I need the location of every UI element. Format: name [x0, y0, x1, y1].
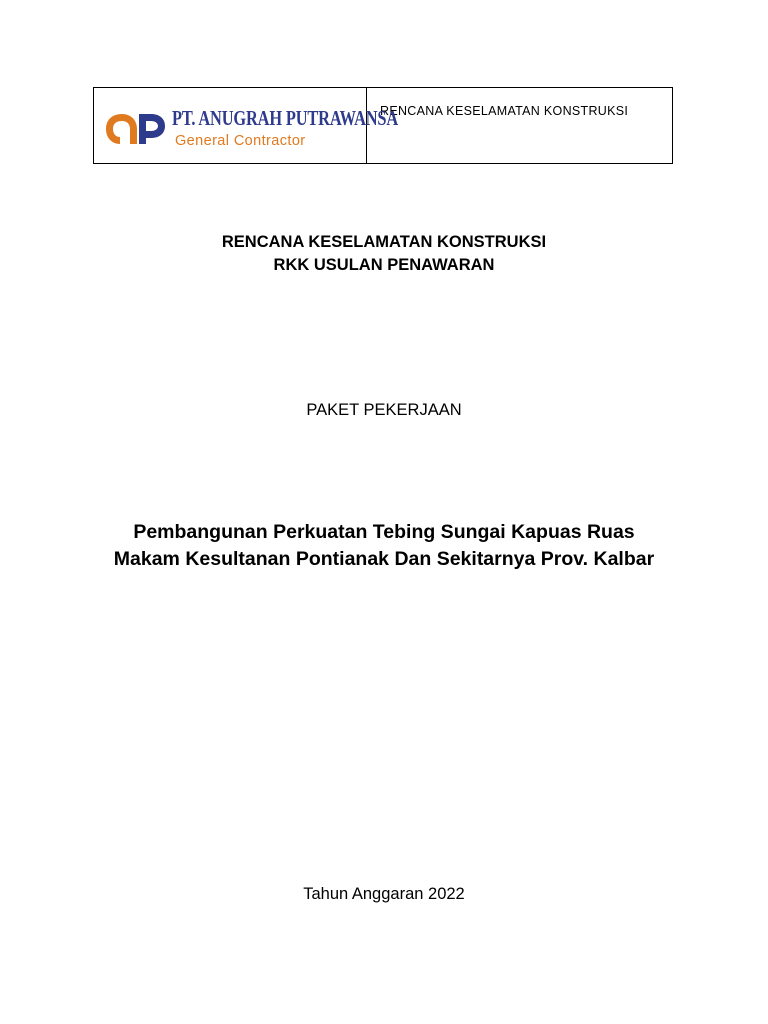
company-tagline: General Contractor [175, 133, 306, 149]
document-header-table [93, 87, 673, 164]
project-name [0, 519, 768, 573]
project-name-line-2: Makam Kesultanan Pontianak Dan Sekitarnya Prov. Kalbar [113, 548, 655, 570]
document-title [0, 231, 768, 277]
company-logo-cell [94, 88, 399, 163]
ap-monogram-logo-icon [104, 108, 168, 148]
project-name-line-1: Pembangunan Perkuatan Tebing Sungai Kapuas Ruas [133, 521, 635, 543]
company-name: PT. ANUGRAH PUTRAWANSA [172, 106, 399, 130]
header-document-label: RENCANA KESELAMATAN KONSTRUKSI [380, 104, 629, 118]
document-title-line-2: RKK USULAN PENAWARAN [273, 256, 495, 274]
package-label: PAKET PEKERJAAN [306, 401, 462, 419]
budget-year: Tahun Anggaran 2022 [303, 885, 465, 903]
document-title-line-1: RENCANA KESELAMATAN KONSTRUKSI [221, 233, 547, 251]
